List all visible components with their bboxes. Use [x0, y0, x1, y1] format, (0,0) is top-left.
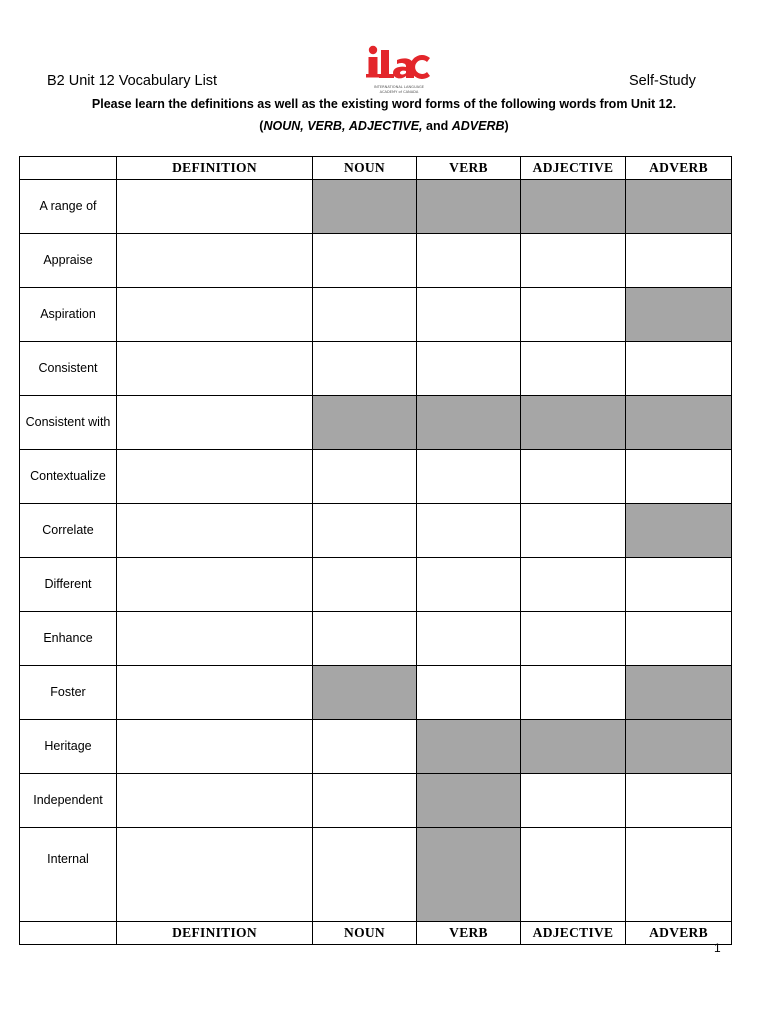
- header-cell-adjective: ADJECTIVE: [521, 157, 626, 180]
- vocab-word-cell: Enhance: [20, 612, 117, 666]
- noun-answer-cell: [313, 666, 417, 720]
- noun-answer-cell: [313, 342, 417, 396]
- adverb-answer-cell: [626, 558, 732, 612]
- svg-text:INTERNATIONAL LANGUAGE: INTERNATIONAL LANGUAGE: [373, 85, 425, 89]
- verb-answer-cell: [417, 666, 521, 720]
- definition-answer-cell: [117, 504, 313, 558]
- adverb-answer-cell: [626, 342, 732, 396]
- instructions-line2: (NOUN, VERB, ADJECTIVE, and ADVERB): [259, 119, 509, 133]
- self-study-label: Self-Study: [629, 73, 696, 89]
- vocab-word-cell: Consistent: [20, 342, 117, 396]
- noun-answer-cell: [313, 720, 417, 774]
- vocab-word-cell: Correlate: [20, 504, 117, 558]
- verb-answer-cell: [417, 180, 521, 234]
- table-row: [20, 774, 732, 828]
- adverb-answer-cell: [626, 288, 732, 342]
- verb-answer-cell: [417, 234, 521, 288]
- footer-cell-verb: VERB: [417, 922, 521, 945]
- table-row: [20, 720, 732, 774]
- definition-answer-cell: [117, 720, 313, 774]
- vocabulary-table: [19, 156, 732, 945]
- definition-answer-cell: [117, 612, 313, 666]
- definition-answer-cell: [117, 180, 313, 234]
- definition-answer-cell: [117, 666, 313, 720]
- definition-answer-cell: [117, 774, 313, 828]
- adjective-answer-cell: [521, 666, 626, 720]
- vocab-word-cell: A range of: [20, 180, 117, 234]
- table-row: [20, 342, 732, 396]
- table-row: [20, 666, 732, 720]
- table-row: [20, 234, 732, 288]
- verb-answer-cell: [417, 504, 521, 558]
- footer-cell-noun: NOUN: [313, 922, 417, 945]
- table-row: [20, 828, 732, 922]
- header-cell-word: [20, 157, 117, 180]
- page-number: 1: [714, 941, 721, 955]
- vocab-word-cell: Foster: [20, 666, 117, 720]
- definition-answer-cell: [117, 828, 313, 922]
- footer-cell-word: [20, 922, 117, 945]
- vocab-word-cell: Internal: [20, 828, 117, 922]
- verb-answer-cell: [417, 720, 521, 774]
- adjective-answer-cell: [521, 558, 626, 612]
- footer-header-row: [20, 922, 732, 945]
- noun-answer-cell: [313, 612, 417, 666]
- adverb-answer-cell: [626, 180, 732, 234]
- footer-cell-adjective: ADJECTIVE: [521, 922, 626, 945]
- verb-answer-cell: [417, 396, 521, 450]
- adverb-answer-cell: [626, 234, 732, 288]
- adjective-answer-cell: [521, 720, 626, 774]
- noun-answer-cell: [313, 288, 417, 342]
- adjective-answer-cell: [521, 504, 626, 558]
- vocab-word-cell: Aspiration: [20, 288, 117, 342]
- adverb-answer-cell: [626, 396, 732, 450]
- header-cell-definition: DEFINITION: [117, 157, 313, 180]
- verb-answer-cell: [417, 450, 521, 504]
- noun-answer-cell: [313, 558, 417, 612]
- definition-answer-cell: [117, 234, 313, 288]
- adjective-answer-cell: [521, 288, 626, 342]
- table-row: [20, 288, 732, 342]
- table-row: [20, 612, 732, 666]
- header-cell-noun: NOUN: [313, 157, 417, 180]
- adverb-answer-cell: [626, 504, 732, 558]
- noun-answer-cell: [313, 774, 417, 828]
- verb-answer-cell: [417, 558, 521, 612]
- adjective-answer-cell: [521, 234, 626, 288]
- ilac-logo: [364, 44, 434, 102]
- adjective-answer-cell: [521, 180, 626, 234]
- adjective-answer-cell: [521, 450, 626, 504]
- verb-answer-cell: [417, 288, 521, 342]
- noun-answer-cell: [313, 450, 417, 504]
- adverb-answer-cell: [626, 666, 732, 720]
- footer-cell-definition: DEFINITION: [117, 922, 313, 945]
- table-row: [20, 558, 732, 612]
- adjective-answer-cell: [521, 612, 626, 666]
- definition-answer-cell: [117, 558, 313, 612]
- header-row: [20, 157, 732, 180]
- verb-answer-cell: [417, 828, 521, 922]
- verb-answer-cell: [417, 342, 521, 396]
- vocab-word-cell: Consistent with: [20, 396, 117, 450]
- document-title: B2 Unit 12 Vocabulary List: [47, 73, 218, 89]
- noun-answer-cell: [313, 828, 417, 922]
- vocab-word-cell: Independent: [20, 774, 117, 828]
- vocab-word-cell: Contextualize: [20, 450, 117, 504]
- vocab-word-cell: Appraise: [20, 234, 117, 288]
- header-cell-adverb: ADVERB: [626, 157, 732, 180]
- definition-answer-cell: [117, 396, 313, 450]
- verb-answer-cell: [417, 612, 521, 666]
- vocab-word-cell: Heritage: [20, 720, 117, 774]
- adjective-answer-cell: [521, 396, 626, 450]
- noun-answer-cell: [313, 504, 417, 558]
- table-row: [20, 396, 732, 450]
- adverb-answer-cell: [626, 828, 732, 922]
- table-row: [20, 180, 732, 234]
- adverb-answer-cell: [626, 774, 732, 828]
- noun-answer-cell: [313, 234, 417, 288]
- verb-answer-cell: [417, 774, 521, 828]
- adverb-answer-cell: [626, 450, 732, 504]
- instructions-line1: Please learn the definitions as well as the existing word forms of the following words from Unit 12.: [91, 97, 677, 111]
- definition-answer-cell: [117, 288, 313, 342]
- adverb-answer-cell: [626, 720, 732, 774]
- adjective-answer-cell: [521, 342, 626, 396]
- noun-answer-cell: [313, 180, 417, 234]
- table-row: [20, 450, 732, 504]
- adjective-answer-cell: [521, 774, 626, 828]
- svg-text:ACADEMY of CANADA: ACADEMY of CANADA: [379, 90, 419, 94]
- definition-answer-cell: [117, 450, 313, 504]
- footer-cell-adverb: ADVERB: [626, 922, 732, 945]
- header-cell-verb: VERB: [417, 157, 521, 180]
- vocab-word-cell: Different: [20, 558, 117, 612]
- definition-answer-cell: [117, 342, 313, 396]
- adjective-answer-cell: [521, 828, 626, 922]
- noun-answer-cell: [313, 396, 417, 450]
- table-row: [20, 504, 732, 558]
- adverb-answer-cell: [626, 612, 732, 666]
